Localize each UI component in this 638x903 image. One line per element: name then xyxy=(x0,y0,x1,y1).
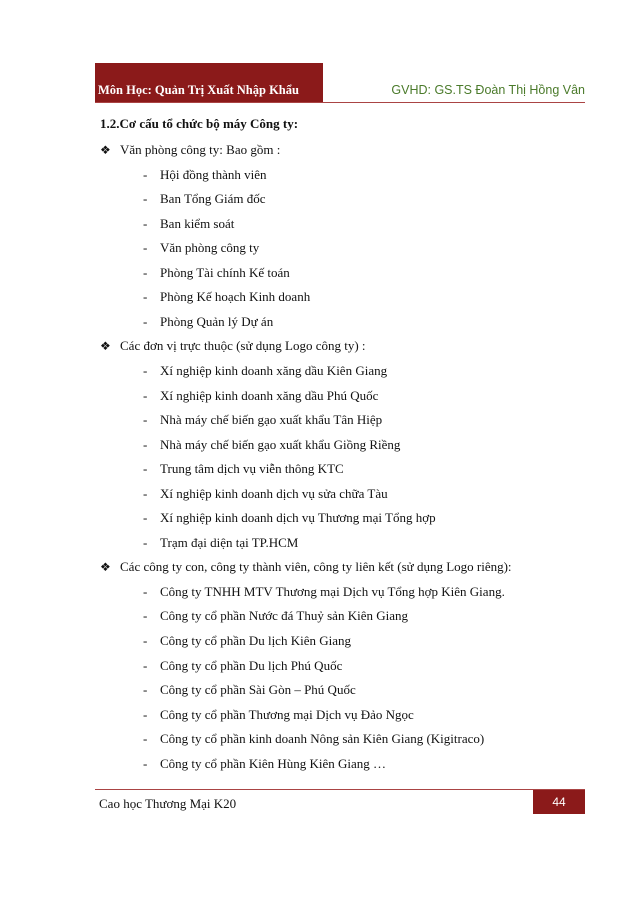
dash-bullet: - xyxy=(143,362,148,378)
dash-bullet: - xyxy=(143,534,148,550)
diamond-bullet-icon: ❖ xyxy=(100,143,111,157)
dash-bullet: - xyxy=(143,166,148,182)
dash-bullet: - xyxy=(143,657,148,673)
group-heading xyxy=(100,559,512,575)
dash-bullet: - xyxy=(143,215,148,231)
list-item-text: Công ty TNHH MTV Thương mại Dịch vụ Tổng hợp Kiên Giang. xyxy=(160,583,505,599)
group-heading-text: Văn phòng công ty: Bao gồm : xyxy=(120,142,281,157)
list-item xyxy=(143,731,484,747)
dash-bullet: - xyxy=(143,264,148,280)
list-item-text: Ban kiểm soát xyxy=(160,215,235,231)
dash-bullet: - xyxy=(143,755,148,771)
list-item xyxy=(143,265,290,281)
list-item xyxy=(143,510,436,526)
dash-bullet: - xyxy=(143,240,148,256)
dash-bullet: - xyxy=(143,485,148,501)
list-item xyxy=(143,412,382,428)
list-item-text: Trạm đại diện tại TP.HCM xyxy=(160,534,299,550)
dash-bullet: - xyxy=(143,682,148,698)
list-item-text: Văn phòng công ty xyxy=(160,240,260,256)
list-item-text: Nhà máy chế biến gạo xuất khẩu Tân Hiệp xyxy=(160,412,383,428)
list-item xyxy=(143,461,344,477)
list-item-text: Công ty cổ phần Nước đá Thuỷ sản Kiên Giang xyxy=(160,608,408,624)
list-item-text: Công ty cổ phần Thương mại Dịch vụ Đảo Ngọc xyxy=(160,706,414,722)
dash-bullet: - xyxy=(143,706,148,722)
list-item xyxy=(143,216,234,232)
page-header xyxy=(95,63,585,103)
list-item xyxy=(143,584,505,600)
dash-bullet: - xyxy=(143,191,148,207)
list-item xyxy=(143,191,266,207)
header-instructor: GVHD: GS.TS Đoàn Thị Hồng Vân xyxy=(391,83,585,97)
page-number: 44 xyxy=(533,790,585,814)
dash-bullet: - xyxy=(143,510,148,526)
list-item-text: Công ty cổ phần Kiên Hùng Kiên Giang … xyxy=(160,755,387,771)
list-item xyxy=(143,314,273,330)
list-item xyxy=(143,289,310,305)
diamond-bullet-icon: ❖ xyxy=(100,560,111,575)
list-item-text: Phòng Tài chính Kế toán xyxy=(160,264,290,280)
dash-bullet: - xyxy=(143,731,148,747)
diamond-bullet-icon: ❖ xyxy=(100,339,111,354)
dash-bullet: - xyxy=(143,608,148,624)
list-item xyxy=(143,240,259,256)
group-heading xyxy=(100,338,366,354)
dash-bullet: - xyxy=(143,633,148,648)
list-item xyxy=(143,633,351,649)
list-item-text: Xí nghiệp kinh doanh xăng dầu Kiên Giang xyxy=(160,362,388,378)
dash-bullet: - xyxy=(143,436,148,452)
group-heading xyxy=(100,142,280,158)
list-item-text: Ban Tổng Giám đốc xyxy=(160,191,266,207)
header-course-title: Môn Học: Quản Trị Xuất Nhập Khẩu xyxy=(95,63,323,102)
list-item-text: Nhà máy chế biến gạo xuất khẩu Giồng Riềng xyxy=(160,436,401,452)
list-item xyxy=(143,437,400,453)
list-item-text: Trung tâm dịch vụ viễn thông KTC xyxy=(160,461,344,477)
list-item xyxy=(143,608,408,624)
section-title: 1.2.Cơ cấu tổ chức bộ máy Công ty: xyxy=(100,116,299,131)
list-item-text: Công ty cổ phần Du lịch Phú Quốc xyxy=(160,657,343,673)
list-item-text: Xí nghiệp kinh doanh dịch vụ Thương mại Tổng hợp xyxy=(160,510,436,526)
list-item xyxy=(143,486,388,502)
list-item-text: Công ty cổ phần kinh doanh Nông sản Kiên Giang (Kigitraco) xyxy=(160,731,485,747)
page-footer xyxy=(95,789,585,814)
list-item-text: Xí nghiệp kinh doanh xăng dầu Phú Quốc xyxy=(160,387,379,403)
dash-bullet: - xyxy=(143,461,148,477)
dash-bullet: - xyxy=(143,412,148,428)
footer-text: Cao học Thương Mại K20 xyxy=(99,796,237,811)
list-item xyxy=(143,707,414,723)
list-item xyxy=(143,363,387,379)
dash-bullet: - xyxy=(143,583,148,599)
dash-bullet: - xyxy=(143,387,148,403)
list-item-text: Công ty cổ phần Du lịch Kiên Giang xyxy=(160,633,351,648)
list-item-text: Phòng Quản lý Dự án xyxy=(160,313,274,329)
list-item xyxy=(143,535,298,551)
dash-bullet: - xyxy=(143,289,148,305)
list-item xyxy=(143,167,267,183)
list-item xyxy=(143,388,378,404)
group-heading-text: Các đơn vị trực thuộc (sử dụng Logo công ty) : xyxy=(120,338,366,354)
list-item xyxy=(143,756,386,772)
list-item-text: Hội đồng thành viên xyxy=(160,166,267,182)
list-item-text: Công ty cổ phần Sài Gòn – Phú Quốc xyxy=(160,682,356,698)
list-item xyxy=(143,682,356,698)
list-item-text: Phòng Kế hoạch Kinh doanh xyxy=(160,289,311,305)
list-item xyxy=(143,658,342,674)
group-heading-text: Các công ty con, công ty thành viên, công ty liên kết (sử dụng Logo riêng): xyxy=(120,559,512,575)
dash-bullet: - xyxy=(143,313,148,329)
list-item-text: Xí nghiệp kinh doanh dịch vụ sửa chữa Tàu xyxy=(160,485,388,501)
